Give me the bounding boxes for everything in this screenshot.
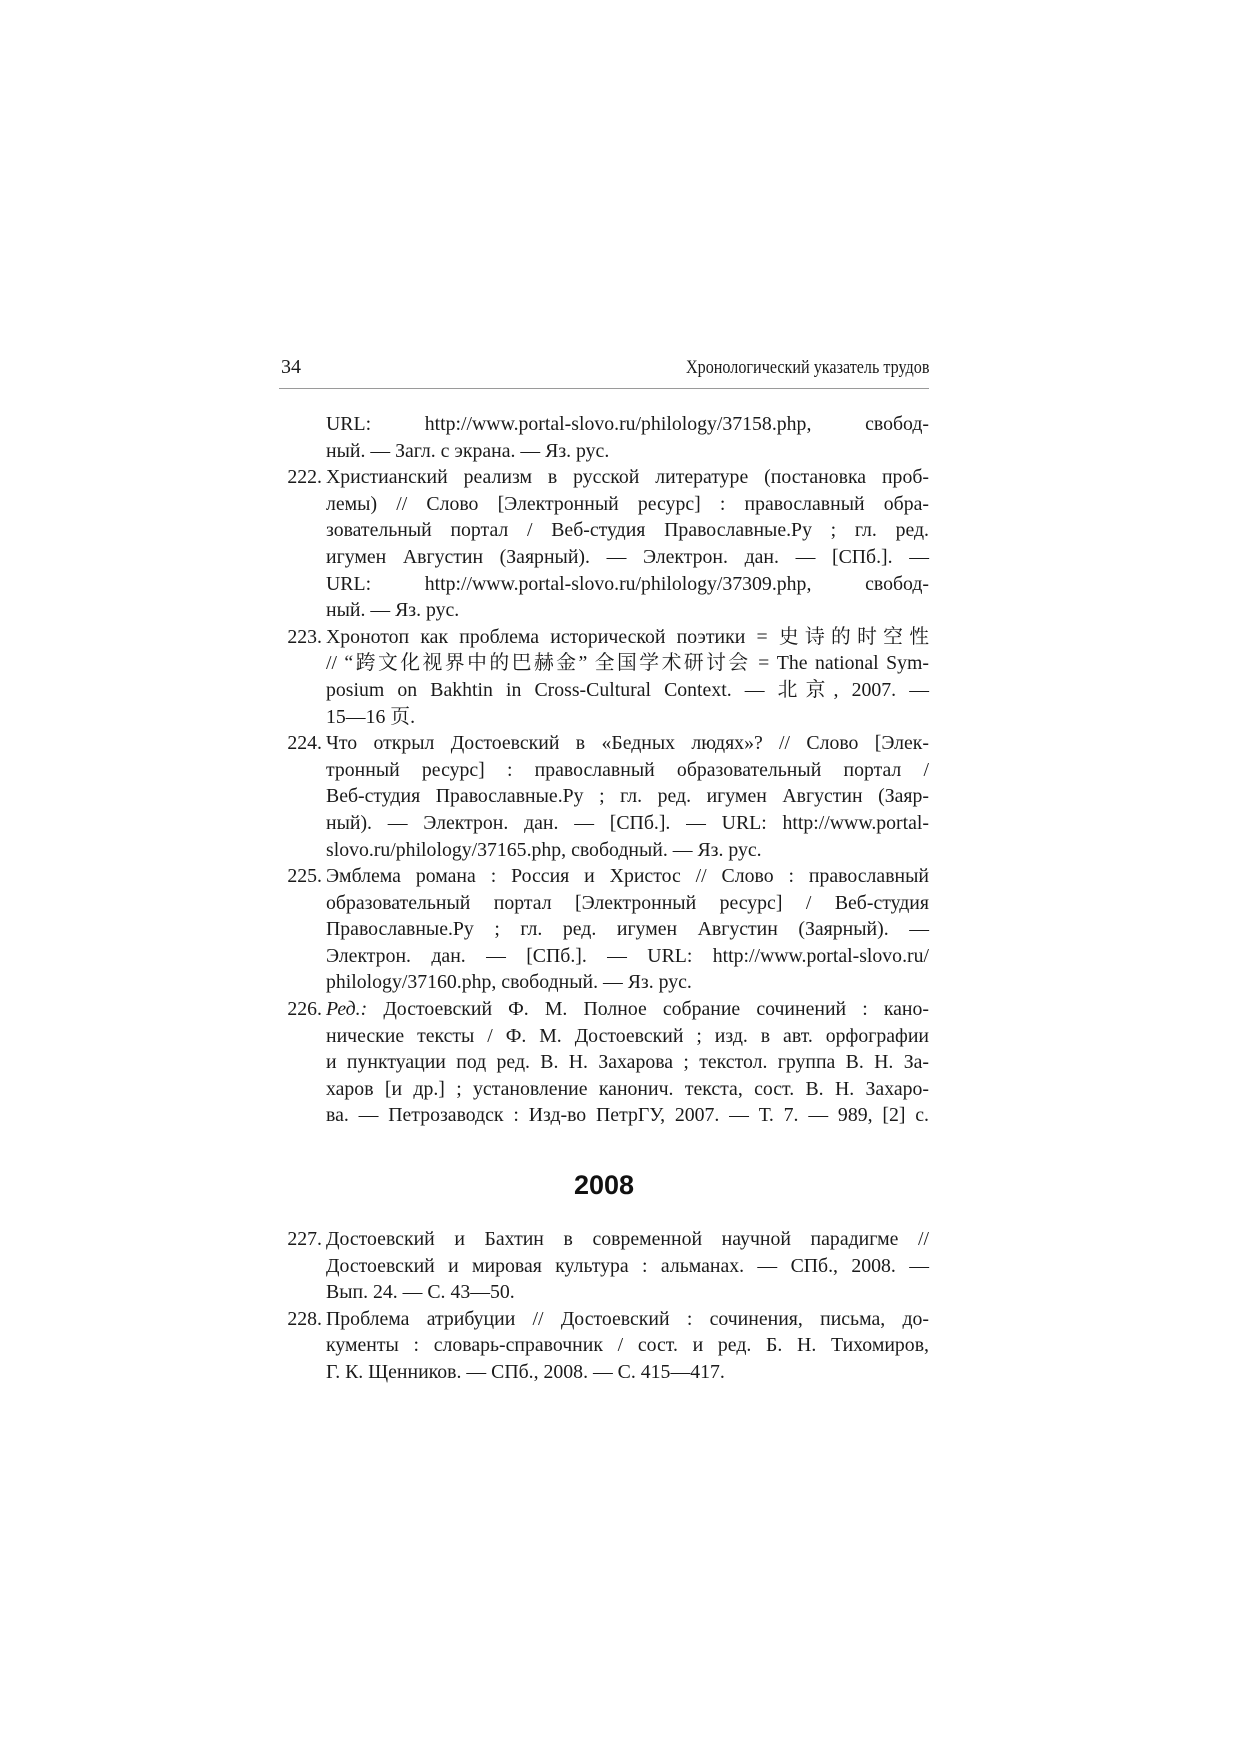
entry-line: slovo.ru/philology/37165.php, свободный. — Яз. рус. xyxy=(326,838,762,861)
entry-line: лемы) // Слово [Электронный ресурс] : православный обра- xyxy=(326,492,929,515)
entry-line xyxy=(326,996,929,1023)
document-page xyxy=(279,0,929,1754)
running-header xyxy=(279,354,929,389)
bibliography-entry-226 xyxy=(279,996,929,1129)
entry-line: ный). — Электрон. дан. — [СПб.]. — URL: http://www.portal- xyxy=(326,811,929,834)
bibliography-entry-222 xyxy=(279,464,929,624)
entry-number: 225. xyxy=(287,865,322,888)
entry-line: кументы : словарь-справочник / сост. и ред. Б. Н. Тихомиров, xyxy=(326,1334,929,1357)
entry-number: 226. xyxy=(287,998,322,1021)
entry-line: 15—16 页. xyxy=(326,705,416,728)
bibliography-list-2007 xyxy=(279,411,929,1129)
entry-line: ва. — Петрозаводск : Изд-во ПетрГУ, 2007. — Т. 7. — 989, [2] с. xyxy=(326,1104,929,1127)
entry-line: Эмблема романа : Россия и Христос // Слово : православный xyxy=(326,865,929,888)
entry-line: Вып. 24. — С. 43—50. xyxy=(326,1281,515,1304)
editor-prefix: Ред.: xyxy=(326,998,368,1021)
entry-line: Веб-студия Православные.Ру ; гл. ред. игумен Августин (Заяр- xyxy=(326,785,929,808)
entry-line: харов [и др.] ; установление канонич. текста, сост. В. Н. Захаро- xyxy=(326,1077,929,1100)
bibliography-list-2008 xyxy=(279,1226,929,1386)
bibliography-entry-225 xyxy=(279,863,929,996)
entry-line: ный. — Загл. с экрана. — Яз. рус. xyxy=(326,439,610,462)
entry-line: игумен Августин (Заярный). — Электрон. дан. — [СПб.]. — xyxy=(326,545,929,568)
entry-line: Проблема атрибуции // Достоевский : сочинения, письма, до- xyxy=(326,1307,929,1330)
entry-number: 227. xyxy=(287,1228,322,1250)
entry-line: Электрон. дан. — [СПб.]. — URL: http://www.portal-slovo.ru/ xyxy=(326,944,929,967)
bibliography-entry-227 xyxy=(279,1226,929,1306)
entry-line: зовательный портал / Веб-студия Православные.Ру ; гл. ред. xyxy=(326,519,929,542)
entry-line: и пунктуации под ред. В. Н. Захарова ; текстол. группа В. Н. За- xyxy=(326,1051,929,1074)
year-heading: 2008 xyxy=(573,1170,635,1200)
entry-line: Что открыл Достоевский в «Бедных людях»? // Слово [Элек- xyxy=(326,732,929,755)
bibliography-entry-223 xyxy=(279,624,929,730)
page-number: 34 xyxy=(281,356,301,378)
entry-line: URL: http://www.portal-slovo.ru/philology/37309.php, свобод- xyxy=(326,572,929,595)
bibliography-entry-224 xyxy=(279,730,929,863)
running-title: Хронологический указатель трудов xyxy=(685,357,929,378)
entry-line: ный. — Яз. рус. xyxy=(326,599,460,622)
entry-number: 224. xyxy=(287,732,322,755)
entry-line: posium on Bakhtin in Cross-Cultural Context. — 北京, 2007. — xyxy=(326,678,929,701)
entry-line: Хронотоп как проблема исторической поэтики = 史诗的时空性 xyxy=(326,625,929,648)
entry-line: нические тексты / Ф. М. Достоевский ; изд. в авт. орфографии xyxy=(326,1024,929,1047)
entry-number: 223. xyxy=(287,625,322,648)
entry-line: тронный ресурс] : православный образовательный портал / xyxy=(326,758,929,781)
bibliography-entry-221-continued xyxy=(279,411,929,464)
entry-line-text: Достоевский Ф. М. Полное собрание сочинений : кано- xyxy=(383,998,929,1021)
entry-number: 228. xyxy=(287,1307,322,1330)
entry-line: URL: http://www.portal-slovo.ru/philology/37158.php, свобод- xyxy=(326,413,929,435)
entry-line: Г. К. Щенников. — СПб., 2008. — С. 415—417. xyxy=(326,1360,725,1383)
entry-line: // “跨文化视界中的巴赫金” 全国学术研讨会 = The national Sym- xyxy=(326,652,929,675)
entry-line: Достоевский и Бахтин в современной научной парадигме // xyxy=(326,1228,929,1250)
entry-line: philology/37160.php, свободный. — Яз. рус. xyxy=(326,971,692,994)
entry-line: Христианский реализм в русской литературе (постановка проб- xyxy=(326,466,929,489)
bibliography-entry-228 xyxy=(279,1306,929,1386)
entry-line: Православные.Ру ; гл. ред. игумен Августин (Заярный). — xyxy=(326,918,929,941)
entry-number: 222. xyxy=(287,466,322,489)
entry-line: образовательный портал [Электронный ресурс] / Веб-студия xyxy=(326,891,929,914)
entry-line: Достоевский и мировая культура : альманах. — СПб., 2008. — xyxy=(326,1254,929,1277)
